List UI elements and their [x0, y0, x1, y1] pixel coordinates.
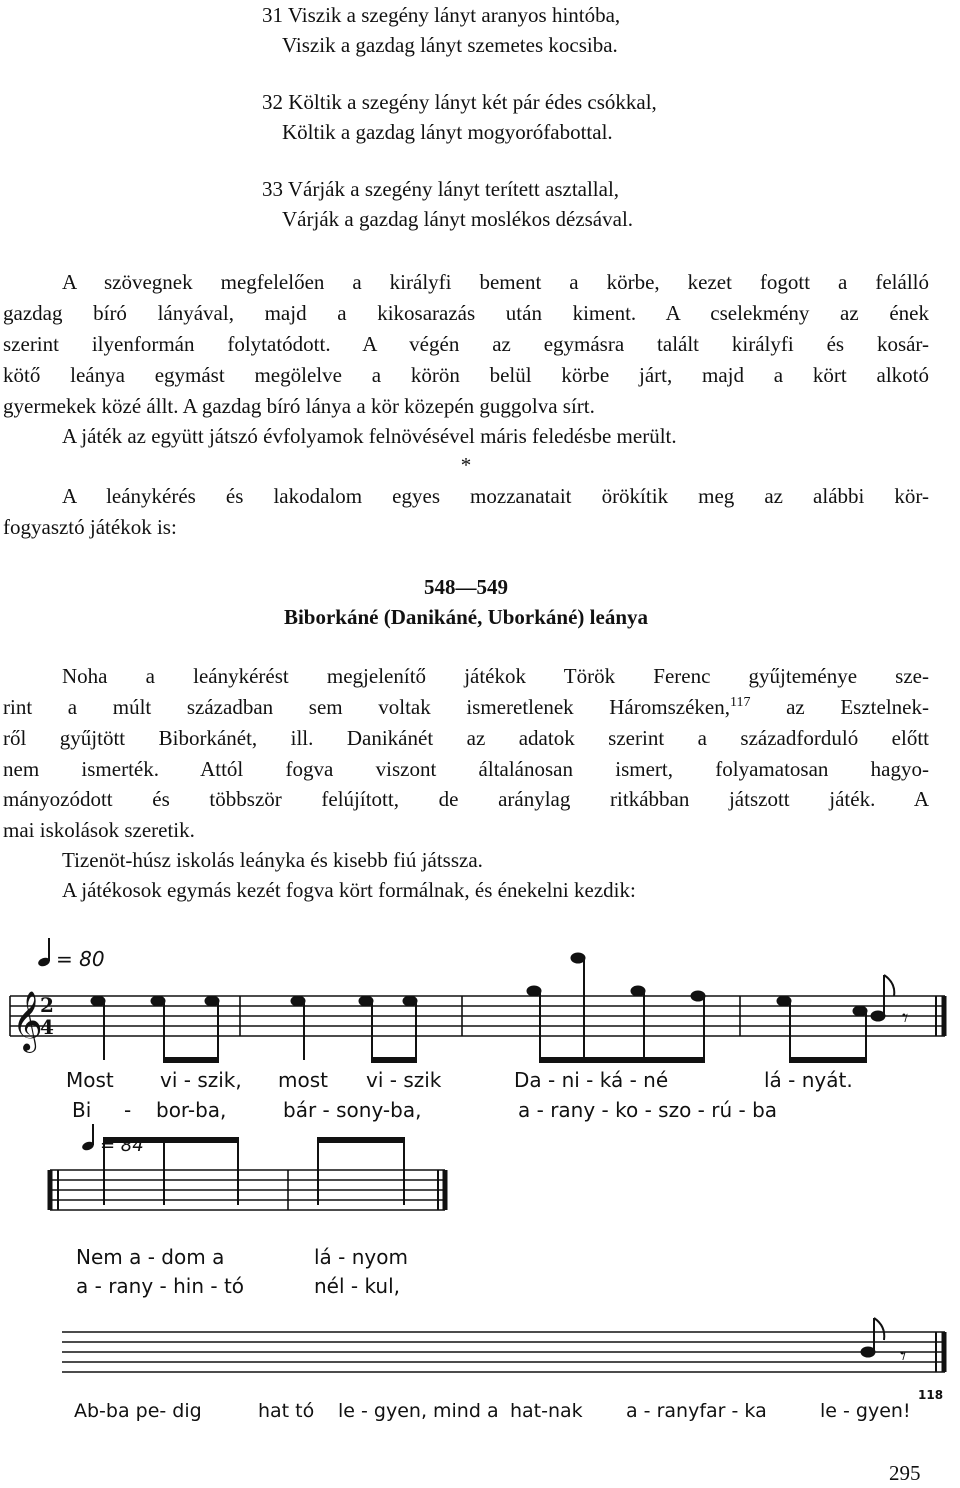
verse-32-line2: Költik a gazdag lányt mogyorófabottal.: [282, 120, 613, 144]
para3-line: ről gyűjtött Biborkánét, ill. Danikánét az adatok szerint a századforduló előtt: [3, 726, 929, 750]
para1-line: kötő leánya egymást megölelve a körön belül körbe járt, majd a kört alkotó: [3, 363, 929, 387]
para1-line: A szövegnek megfelelően a királyfi bement a körbe, kezet fogott a felálló: [62, 270, 929, 294]
lyric-line2a: Nem a - dom a: [76, 1245, 225, 1269]
tempo-text-1: = 80: [56, 947, 105, 971]
song-number: 548—549: [424, 575, 508, 599]
lyric-line1b: bor-ba,: [156, 1098, 227, 1122]
para3-text: rint a múlt században sem voltak ismeretlenek Háromszéken,: [3, 695, 730, 719]
lyric-line3: le - gyen!: [820, 1400, 911, 1422]
para1-line: A játék az együtt játszó évfolyamok felnövésével máris feledésbe merült.: [62, 424, 677, 448]
lyric-line2a: lá - nyom: [314, 1245, 408, 1269]
lyric-line1b: -: [124, 1098, 132, 1122]
para1-line: gazdag bíró lányával, majd a kikosarazás után kiment. A cselekmény az ének: [3, 301, 929, 325]
lyric-line1b: Bi: [72, 1098, 92, 1122]
lyric-line1a: Most: [66, 1068, 114, 1092]
verse-31-line1: 31 Viszik a szegény lányt aranyos hintóba,: [262, 3, 621, 27]
para3-line: Tizenöt-húsz iskolás leányka és kisebb fiú játssza.: [62, 848, 483, 872]
para1-line: gyermekek közé állt. A gazdag bíró lánya a kör közepén guggolva sírt.: [3, 394, 595, 418]
lyric-line1a: vi - szik: [366, 1068, 442, 1092]
lyric-line1a: Da - ni - ká - né: [514, 1068, 669, 1092]
lyric-line1b: a - rany - ko - szo - rú - ba: [518, 1098, 778, 1122]
verse-32-line1: 32 Költik a szegény lányt két pár édes csókkal,: [262, 90, 657, 114]
lyric-line2b: nél - kul,: [314, 1274, 401, 1298]
para1-line: szerint ilyenformán folytatódott. A végén az egymásra talált királyfi és kosár-: [3, 332, 929, 356]
time-signature-top: 2: [40, 993, 54, 1017]
eighth-rest: 𝄾: [902, 1004, 909, 1032]
para3-line: mányozódott és többször felújított, de aránylag ritkábban játszott játék. A: [3, 787, 929, 811]
treble-clef: 𝄞: [12, 991, 43, 1051]
lyric-line1b: bár - sony-ba,: [283, 1098, 422, 1122]
para2-line: fogyasztó játékok is:: [3, 515, 177, 539]
para3-line: A játékosok egymás kezét fogva kört formálnak, és énekelni kezdik:: [62, 878, 636, 902]
para2-line: A leánykérés és lakodalom egyes mozzanatait örökítik meg az alábbi kör-: [62, 484, 929, 508]
lyric-line1a: vi - szik,: [160, 1068, 242, 1092]
verse-31-line2: Viszik a gazdag lányt szemetes kocsiba.: [282, 33, 618, 57]
lyric-line1a: lá - nyát.: [764, 1068, 853, 1092]
para3-text: az Esztelnek-: [750, 695, 929, 719]
para3-line: Noha a leánykérést megjelenítő játékok Török Ferenc gyűjteménye sze-: [62, 664, 929, 688]
lyric-line3: Ab-ba pe- dig: [74, 1400, 202, 1422]
lyric-line2b: a - rany - hin - tó: [76, 1274, 245, 1298]
lyric-line3: a - ranyfar - ka: [626, 1400, 767, 1422]
staff-2: [50, 1170, 445, 1210]
para3-line: nem ismerték. Attól fogva viszont általánosan ismert, folyamatosan hagyo-: [3, 757, 929, 781]
lyric-line3: le - gyen, mind a: [338, 1400, 499, 1422]
tempo-marking-1: [37, 938, 105, 971]
footnote-ref-117: 117: [729, 695, 751, 710]
song-title: Biborkáné (Danikáné, Uborkáné) leánya: [283, 605, 649, 629]
lyric-line3: hat tó: [258, 1400, 315, 1422]
section-asterisk: *: [460, 453, 472, 477]
para3-line: mai iskolások szeretik.: [3, 818, 195, 842]
time-signature-bottom: 4: [40, 1015, 54, 1039]
eighth-rest: 𝄾: [900, 1342, 907, 1370]
footnote-ref-118: 118: [918, 1388, 944, 1402]
tempo-text-2: = 84: [100, 1135, 144, 1156]
lyric-line1a: most: [278, 1068, 328, 1092]
lyric-line3: hat-nak: [510, 1400, 583, 1422]
page-number: 295: [889, 1461, 921, 1485]
staff-3: [62, 1332, 945, 1372]
verse-33-line1: 33 Várják a szegény lányt terített asztallal,: [262, 177, 620, 201]
verse-33-line2: Várják a gazdag lányt moslékos dézsával.: [282, 207, 634, 231]
staff-1: [10, 996, 945, 1036]
